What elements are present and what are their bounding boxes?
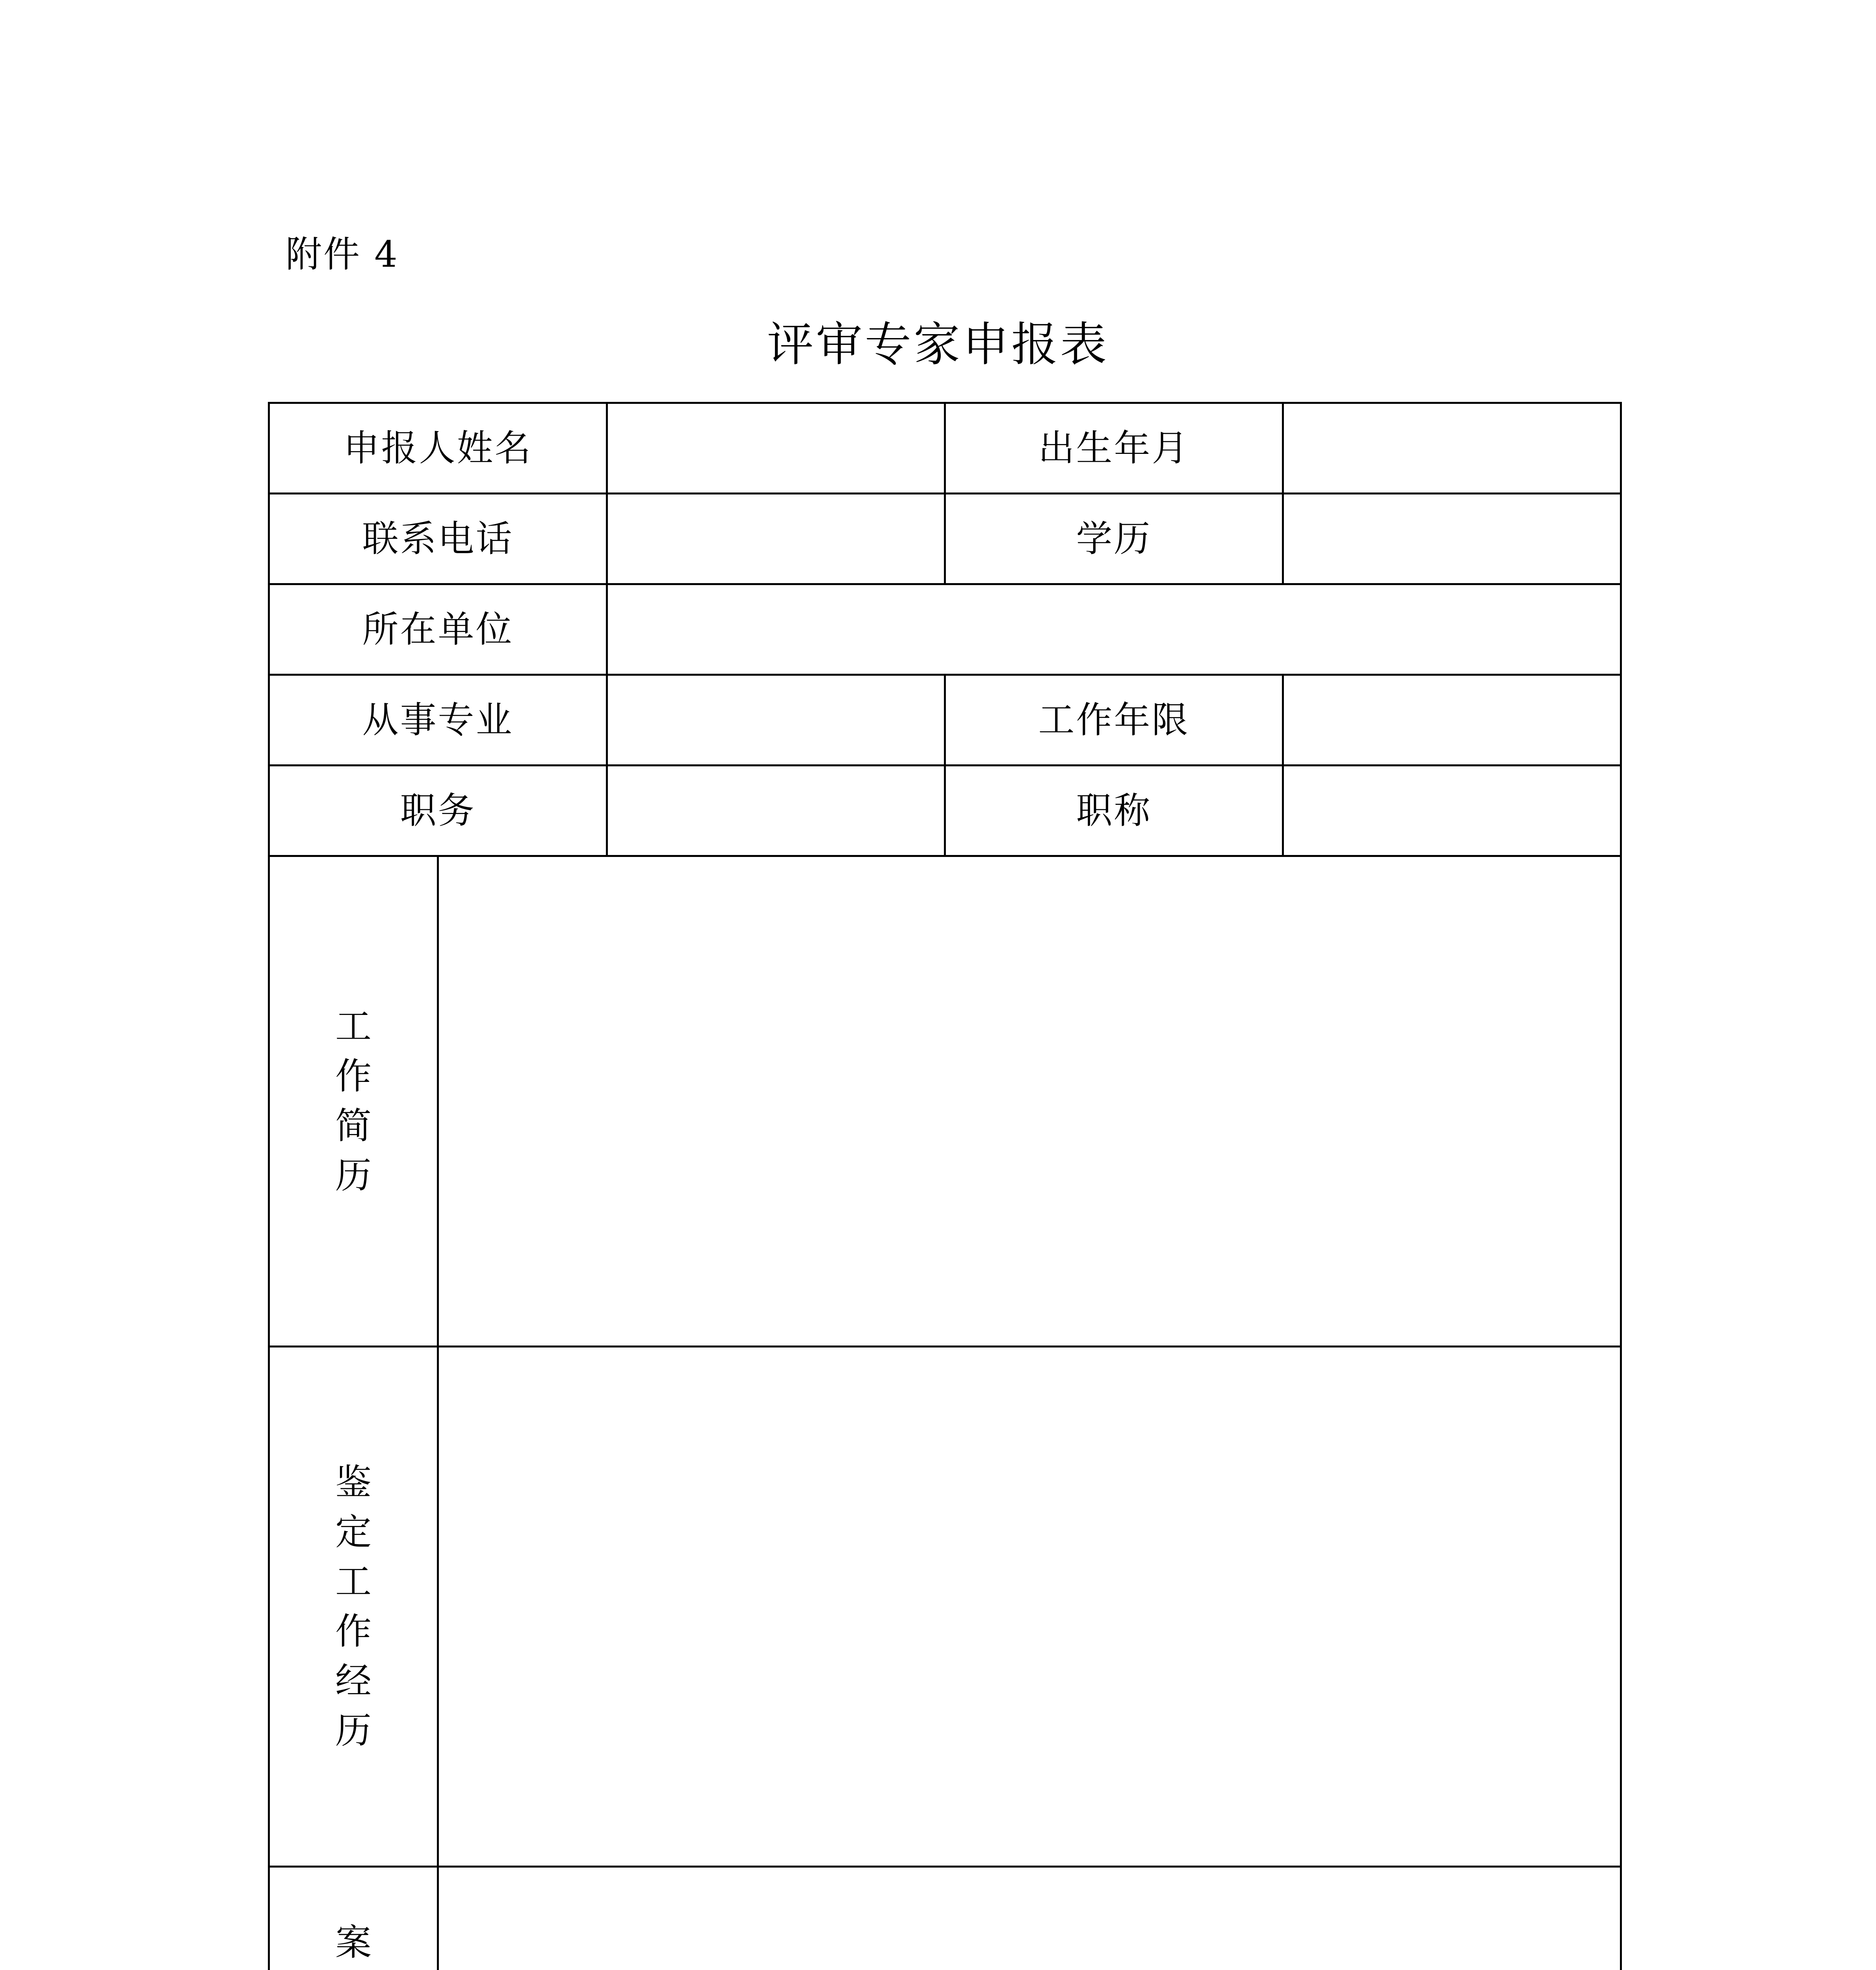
appraisal-experience-char: 定: [335, 1511, 371, 1553]
birth-field[interactable]: [1283, 403, 1621, 494]
employer-label: 所在单位: [269, 584, 607, 675]
appraisal-experience-char: 经: [335, 1660, 371, 1702]
education-label: 学历: [945, 494, 1283, 584]
row-employer: [269, 584, 1621, 675]
position-label: 职务: [269, 766, 607, 856]
row-phone-education: [269, 494, 1621, 584]
phone-label: 联系电话: [269, 494, 607, 584]
appraisal-experience-char: 作: [335, 1610, 371, 1652]
specialty-field[interactable]: [607, 675, 945, 766]
row-case-review: [269, 1867, 1621, 1970]
row-appraisal-experience: [269, 1347, 1621, 1867]
work-history-field[interactable]: [438, 856, 1621, 1347]
row-name-birth: [269, 403, 1621, 494]
professional-title-field[interactable]: [1283, 766, 1621, 856]
phone-field[interactable]: [607, 494, 945, 584]
work-history-char: 历: [335, 1154, 371, 1197]
row-work-history: [269, 856, 1621, 1347]
row-position-title: [269, 766, 1621, 856]
document-title: 评审专家申报表: [767, 317, 1109, 372]
education-field[interactable]: [1283, 494, 1621, 584]
name-label: 申报人姓名: [269, 403, 607, 494]
work-history-label: [269, 856, 438, 1347]
position-field[interactable]: [607, 766, 945, 856]
attachment-label: 附件 4: [286, 233, 399, 275]
case-review-field[interactable]: [438, 1867, 1621, 1970]
name-field[interactable]: [607, 403, 945, 494]
work-history-char: 作: [335, 1055, 371, 1097]
birth-label: 出生年月: [945, 403, 1283, 494]
row-specialty-years: [269, 675, 1621, 766]
employer-field[interactable]: [607, 584, 1621, 675]
case-review-char: [335, 1968, 371, 1970]
work-history-char: 工: [335, 1005, 371, 1048]
work-history-char: 简: [335, 1105, 371, 1147]
case-review-char: 案: [335, 1922, 371, 1964]
appraisal-experience-char: 历: [335, 1709, 371, 1752]
application-form-table: [268, 402, 1622, 1970]
professional-title-label: 职称: [945, 766, 1283, 856]
case-review-label: [269, 1867, 438, 1970]
appraisal-experience-field[interactable]: [438, 1347, 1621, 1867]
appraisal-experience-char: 工: [335, 1560, 371, 1603]
years-field[interactable]: [1283, 675, 1621, 766]
appraisal-experience-label: [269, 1347, 438, 1867]
years-label: 工作年限: [945, 675, 1283, 766]
appraisal-experience-char: 鉴: [335, 1461, 371, 1504]
specialty-label: 从事专业: [269, 675, 607, 766]
